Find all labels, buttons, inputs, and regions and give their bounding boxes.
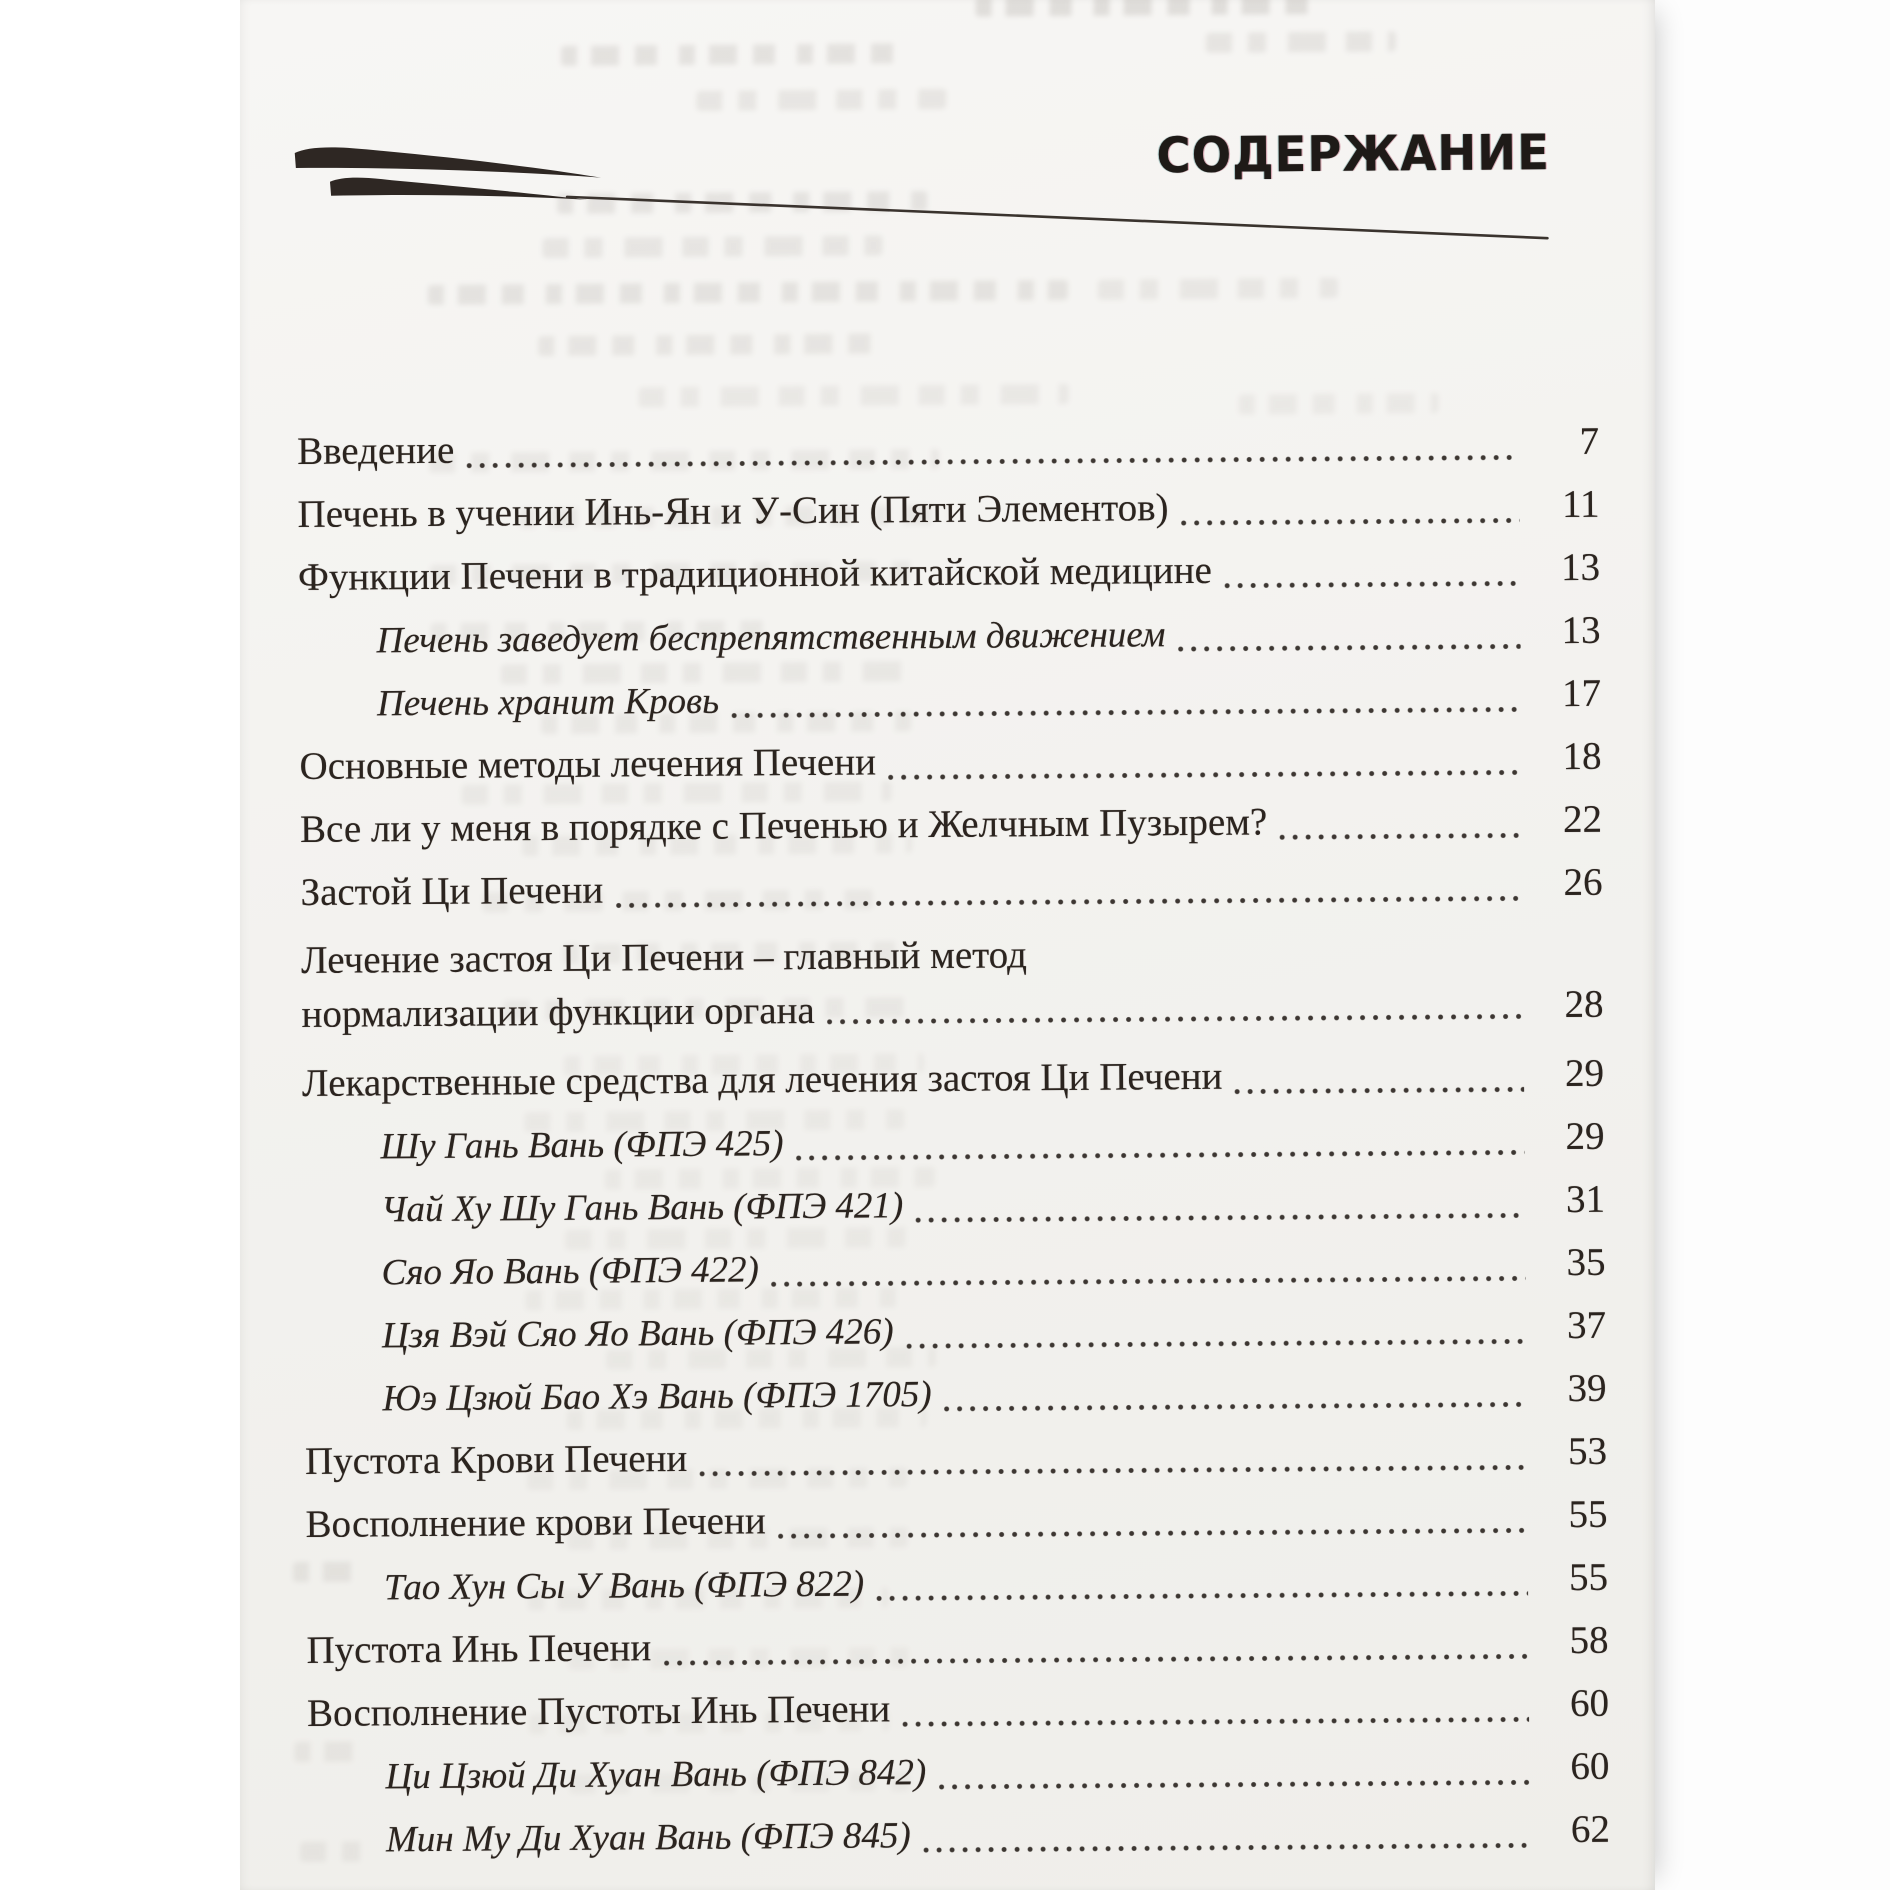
toc-entry-page: 35 — [1566, 1240, 1606, 1285]
toc-entry-page: 62 — [1570, 1807, 1611, 1852]
toc-entry-page: 55 — [1568, 1492, 1608, 1537]
toc-entry-label: Основные методы лечения Печени — [299, 740, 877, 788]
toc-entry-label: Печень заведует беспрепятственным движением — [376, 614, 1166, 662]
toc-entry-label: Ци Цзюй Ди Хуан Вань (ФПЭ 842) — [385, 1752, 927, 1798]
toc-entry-page: 13 — [1560, 545, 1601, 590]
dotted-leader — [902, 1716, 1529, 1727]
toc-entry-label: Пустота Инь Печени — [306, 1626, 652, 1672]
toc-entry — [308, 1798, 1610, 1871]
toc-entry — [298, 536, 1600, 609]
dotted-leader — [778, 1527, 1528, 1539]
toc-entry-page: 31 — [1565, 1177, 1606, 1222]
toc-entry-label: Восполнение крови Печени — [305, 1499, 766, 1546]
book-page — [240, 0, 1655, 1890]
toc-entry-label: Застой Ци Печени — [300, 868, 604, 914]
dotted-leader — [615, 895, 1522, 908]
toc-entry-page: 17 — [1561, 671, 1602, 716]
toc-entry — [299, 662, 1601, 735]
dotted-leader — [466, 454, 1519, 468]
toc-entry-page: 26 — [1563, 860, 1603, 905]
toc-entry-label: Сяо Яо Вань (ФПЭ 422) — [381, 1249, 760, 1294]
toc-entry — [307, 1735, 1609, 1808]
toc-entry-page: 13 — [1561, 608, 1601, 653]
dotted-leader — [771, 1275, 1526, 1287]
toc-entry — [306, 1546, 1608, 1619]
toc-entry-page: 11 — [1561, 482, 1600, 527]
toc-entry-label: Восполнение Пустоты Инь Печени — [306, 1687, 891, 1735]
toc-entry-page: 28 — [1564, 982, 1604, 1027]
toc-entry — [303, 1168, 1605, 1241]
toc-entry-page: 58 — [1569, 1618, 1609, 1663]
toc-entry-line2 — [301, 978, 1603, 1042]
toc-entry — [300, 851, 1602, 924]
dotted-leader — [699, 1464, 1527, 1477]
toc-entry-label: Шу Гань Вань (ФПЭ 425) — [380, 1123, 784, 1168]
dotted-leader — [1178, 643, 1521, 652]
dotted-leader — [663, 1653, 1528, 1666]
toc-entry-page: 53 — [1567, 1429, 1608, 1474]
toc-entry — [301, 914, 1604, 1052]
bleed-through-smudge — [639, 384, 1069, 407]
dotted-leader — [796, 1149, 1525, 1161]
dotted-leader — [827, 1013, 1524, 1024]
dotted-leader — [938, 1779, 1529, 1790]
toc-entry — [302, 1105, 1604, 1178]
toc-entry-page: 39 — [1567, 1366, 1607, 1411]
dotted-leader — [876, 1590, 1528, 1601]
toc-entry — [304, 1294, 1606, 1367]
toc-entry-page: 55 — [1568, 1555, 1609, 1600]
toc-entry — [307, 1672, 1609, 1745]
dotted-leader — [906, 1338, 1526, 1349]
page-title: СОДЕРЖАНИЕ — [1156, 124, 1551, 185]
toc-entry-label: нормализации функции органа — [301, 988, 815, 1036]
dotted-leader — [1279, 832, 1522, 840]
dotted-leader — [923, 1842, 1530, 1853]
toc-entry — [297, 473, 1599, 546]
toc-entry — [305, 1420, 1607, 1493]
toc-entry-label: Печень в учении Инь-Ян и У-Син (Пяти Элементов) — [297, 486, 1169, 536]
toc-entry — [303, 1231, 1605, 1304]
toc-entry-label: Цзя Вэй Сяо Яо Вань (ФПЭ 426) — [381, 1311, 894, 1357]
toc-entry — [298, 599, 1600, 672]
toc-entry-page: 37 — [1566, 1303, 1607, 1348]
toc-entry-page: 22 — [1562, 797, 1603, 842]
table-of-contents — [297, 410, 1610, 1871]
toc-entry — [305, 1483, 1607, 1556]
toc-entry-label: Чай Ху Шу Гань Вань (ФПЭ 421) — [380, 1185, 904, 1231]
toc-entry — [297, 410, 1599, 483]
toc-entry-page: 60 — [1569, 1681, 1610, 1726]
toc-entry-page: 18 — [1562, 734, 1602, 779]
toc-entry-label: Мин Му Ди Хуан Вань (ФПЭ 845) — [385, 1815, 911, 1861]
toc-entry — [304, 1357, 1606, 1430]
bleed-through-smudge — [428, 280, 1068, 305]
toc-entry-label: Лекарственные средства для лечения застоя Ци Печени — [301, 1054, 1223, 1105]
toc-entry-label: Пустота Крови Печени — [304, 1436, 688, 1483]
toc-entry-label: Тао Хун Сы У Вань (ФПЭ 822) — [383, 1563, 865, 1609]
toc-entry-label: Введение — [296, 428, 455, 473]
toc-entry-label: Все ли у меня в порядке с Печенью и Желчным Пузырем? — [299, 800, 1268, 851]
toc-entry-page: 29 — [1565, 1114, 1605, 1159]
toc-entry-label: Юэ Цзюй Бао Хэ Вань (ФПЭ 1705) — [382, 1374, 932, 1420]
toc-entry-label: Печень хранит Кровь — [376, 680, 720, 725]
bleed-through-smudge — [538, 333, 878, 356]
toc-entry-label: Функции Печени в традиционной китайской медицине — [297, 548, 1212, 599]
dotted-leader — [944, 1401, 1527, 1412]
dotted-leader — [731, 706, 1521, 718]
toc-entry — [302, 1042, 1604, 1115]
toc-entry-page: 7 — [1579, 419, 1600, 463]
toc-entry-label: Лечение застоя Ци Печени – главный метод — [300, 933, 1028, 982]
dotted-leader — [1181, 517, 1520, 526]
dotted-leader — [888, 769, 1522, 780]
toc-entry — [300, 788, 1602, 861]
dotted-leader — [1235, 1086, 1525, 1094]
toc-entry-page: 29 — [1564, 1051, 1605, 1096]
toc-entry-page: 60 — [1570, 1744, 1610, 1789]
toc-entry — [306, 1609, 1608, 1682]
bleed-through-smudge — [1098, 278, 1338, 300]
toc-entry — [299, 725, 1601, 798]
dotted-leader — [915, 1212, 1525, 1223]
dotted-leader — [1224, 580, 1520, 588]
